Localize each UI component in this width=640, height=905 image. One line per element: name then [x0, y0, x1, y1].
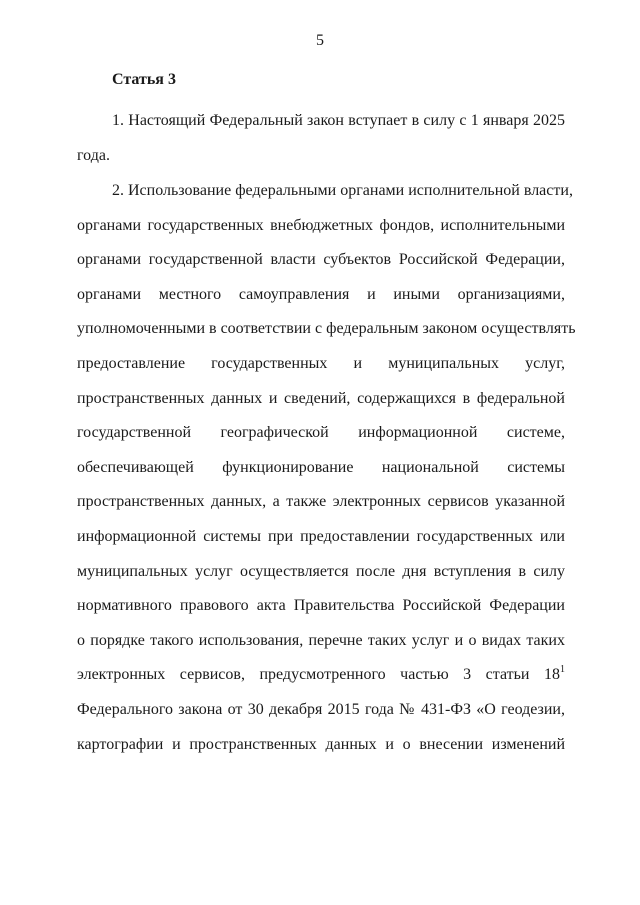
- paragraph-2-line-12: муниципальных услуг осуществляется после дня вступления в силу: [77, 563, 565, 580]
- paragraph-2-line-3: органами государственной власти субъектов Российской Федерации,: [77, 251, 565, 268]
- paragraph-2-line-9: обеспечивающей функционирование национальной системы: [77, 459, 565, 476]
- paragraph-2-line-16: Федерального закона от 30 декабря 2015 года № 431-ФЗ «О геодезии,: [77, 701, 565, 718]
- article-title: Статья 3: [112, 71, 176, 88]
- paragraph-2-line-7: пространственных данных и сведений, содержащихся в федеральной: [77, 390, 565, 407]
- paragraph-1-line-2: года.: [77, 147, 110, 164]
- paragraph-2-line-2: органами государственных внебюджетных фондов, исполнительными: [77, 217, 565, 234]
- paragraph-2-line-4: органами местного самоуправления и иными организациями,: [77, 286, 565, 303]
- paragraph-2-line-1: 2. Использование федеральными органами исполнительной власти,: [112, 182, 573, 199]
- paragraph-2-line-11: информационной системы при предоставлении государственных или: [77, 528, 565, 545]
- paragraph-2-line-14: о порядке такого использования, перечне таких услуг и о видах таких: [77, 632, 565, 649]
- paragraph-2-line-13: нормативного правового акта Правительства Российской Федерации: [77, 597, 565, 614]
- paragraph-2-line-10: пространственных данных, а также электронных сервисов указанной: [77, 493, 565, 510]
- footnote-superscript: 1: [560, 664, 565, 675]
- page-number: 5: [316, 32, 324, 49]
- paragraph-1-line-1: 1. Настоящий Федеральный закон вступает в силу с 1 января 2025: [112, 112, 565, 129]
- paragraph-2-line-15: [77, 665, 565, 685]
- paragraph-2-line-17: картографии и пространственных данных и о внесении изменений: [77, 736, 565, 753]
- paragraph-2-line-5: уполномоченными в соответствии с федеральным законом осуществлять: [77, 320, 576, 337]
- paragraph-2-line-8: государственной географической информационной системе,: [77, 424, 565, 441]
- paragraph-2-line-15-text: электронных сервисов, предусмотренного частью 3 статьи 18: [77, 666, 560, 683]
- paragraph-2-line-6: предоставление государственных и муниципальных услуг,: [77, 355, 565, 372]
